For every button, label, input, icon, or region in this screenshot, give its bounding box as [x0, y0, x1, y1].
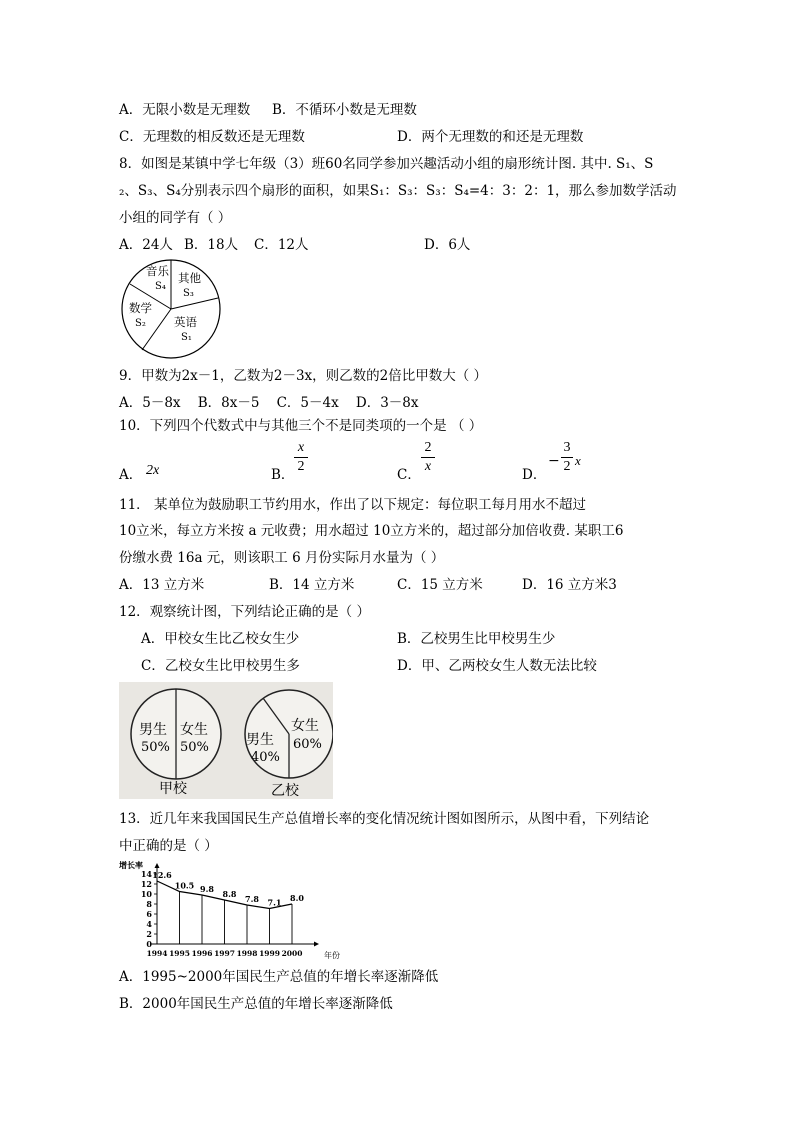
- q13-data-label: 8.8: [222, 889, 237, 899]
- q10-option-d-var: x: [575, 453, 581, 468]
- q13-data-label: 10.5: [174, 880, 195, 891]
- q10-option-d-num: 3: [563, 440, 571, 455]
- q8-pie-chart: [118, 258, 226, 360]
- q8-option-c: C．12人: [254, 237, 309, 253]
- q11-stem-line1: 11． 某单位为鼓励职工节约用水，作出了以下规定：每位职工每月用水不超过: [119, 497, 586, 513]
- q13-line-chart: [117, 858, 367, 960]
- pie-label-music: 音乐: [146, 264, 169, 278]
- pie-label-english: 英语: [174, 315, 197, 329]
- q13-x-tick-label: 1994: [146, 949, 168, 958]
- q13-y-tick-label: 4: [146, 919, 152, 929]
- q11-option-c: C．15 立方米: [397, 577, 483, 593]
- q10-option-b: B．: [271, 467, 295, 483]
- q12-option-b: B．乙校男生比甲校男生少: [397, 631, 556, 647]
- q13-x-tick-label: 1996: [191, 949, 213, 958]
- q10-option-c-den: x: [424, 459, 432, 474]
- q11-option-b: B．14 立方米: [269, 577, 355, 593]
- pie-label-math: 数学: [129, 301, 152, 315]
- q13-data-label: 8.0: [290, 893, 304, 903]
- school1-female-pct: 50%: [180, 740, 209, 755]
- q11-option-d: D．16 立方米3: [522, 577, 617, 593]
- q10-option-c: C．: [397, 467, 421, 483]
- q10-option-d-den: 2: [563, 459, 571, 474]
- q7-option-c: C．无理数的相反数还是无理数: [119, 129, 305, 145]
- q8-option-a: A．24人: [119, 237, 173, 253]
- q10-option-b-num: x: [297, 440, 305, 455]
- pie-label-other-s: S₃: [183, 288, 194, 299]
- q8-stem-line2: ₂、S₃、S₄分别表示四个扇形的面积，如果S₁：S₃：S₃：S₄=4：3：2：1，那么参加数学活动: [119, 183, 677, 199]
- q10-option-b-fraction: [294, 440, 308, 475]
- school2-female-label: 女生: [291, 718, 319, 734]
- q13-x-tick-label: 1997: [214, 949, 235, 958]
- q8-option-b: B．18人: [184, 237, 239, 253]
- q13-y-tick-label: 2: [146, 929, 152, 939]
- q13-stem-line1: 13．近几年来我国国民生产总值增长率的变化情况统计图如图所示，从图中看，下列结论: [119, 811, 650, 827]
- q13-x-tick-label: 1999: [259, 949, 280, 958]
- q10-option-d: D．: [522, 467, 547, 483]
- q13-data-label: 7.1: [267, 897, 282, 908]
- q13-option-a: A．1995~2000年国民生产总值的年增长率逐渐降低: [119, 969, 439, 985]
- q7-option-d: D．两个无理数的和还是无理数: [397, 129, 584, 145]
- q13-x-axis-arrow: [314, 942, 319, 947]
- q8-stem-line3: 小组的同学有（ ）: [119, 210, 232, 226]
- q12-option-d: D．甲、乙两校女生人数无法比较: [397, 658, 597, 674]
- school1-title: 甲校: [159, 781, 187, 797]
- q10-stem: 10．下列四个代数式中与其他三个不是同类项的一个是 （ ）: [119, 418, 483, 434]
- pie-label-other: 其他: [178, 271, 201, 285]
- q12-option-a: A．甲校女生比乙校女生少: [141, 631, 300, 647]
- q11-option-a: A．13 立方米: [119, 577, 205, 593]
- q13-data-label: 12.6: [152, 870, 172, 880]
- q12-stem: 12．观察统计图，下列结论正确的是（ ）: [119, 604, 370, 620]
- q7-option-a: A．无限小数是无理数: [119, 102, 251, 118]
- q13-y-axis-arrow: [155, 863, 160, 868]
- q10-option-b-den: 2: [297, 459, 305, 474]
- school2-title: 乙校: [271, 783, 299, 799]
- q13-data-label: 9.8: [200, 884, 214, 894]
- q13-y-tick-label: 8: [146, 899, 152, 909]
- q13-x-axis-label: 年份: [324, 951, 340, 960]
- q12-pie-charts: [119, 682, 333, 799]
- school2-male-pct: 40%: [251, 750, 280, 765]
- q13-x-tick-label: 2000: [281, 949, 303, 958]
- q13-x-tick-label: 1995: [169, 949, 190, 958]
- school2-female-pct: 60%: [293, 737, 322, 752]
- pie-label-music-s: S₄: [155, 281, 166, 292]
- q13-y-tick-label: 10: [140, 889, 152, 899]
- q11-stem-line3: 份缴水费 16a 元，则该职工 6 月份实际月水量为（ ）: [119, 550, 445, 566]
- q10-option-a-expr: 2x: [146, 463, 160, 478]
- q13-y-tick-label: 14: [140, 869, 152, 879]
- q7-option-b: B．不循环小数是无理数: [272, 102, 417, 118]
- q13-option-b: B．2000年国民生产总值的年增长率逐渐降低: [119, 996, 393, 1012]
- q9-stem: 9．甲数为2x－1，乙数为2－3x，则乙数的2倍比甲数大（ ）: [119, 368, 488, 384]
- q13-y-tick-label: 0: [146, 939, 152, 949]
- q12-option-c: C．乙校女生比甲校男生多: [141, 658, 300, 674]
- q11-stem-line2: 10立米，每立方米按 a 元收费；用水超过 10立方米的，超过部分加倍收费. 某职工6: [119, 523, 624, 539]
- q10-option-d-sign: −: [548, 453, 560, 469]
- q13-y-axis-label: 增长率: [119, 860, 143, 870]
- q13-y-tick-label: 12: [140, 879, 152, 889]
- q13-data-label: 7.8: [245, 894, 259, 904]
- q13-y-tick-label: 6: [146, 909, 152, 919]
- school1-female-label: 女生: [180, 722, 208, 738]
- q13-x-tick-label: 1998: [236, 949, 258, 958]
- pie-label-math-s: S₂: [135, 318, 146, 329]
- q8-stem-line1: 8．如图是某镇中学七年级（3）班60名同学参加兴趣活动小组的扇形统计图. 其中. S₁、S: [119, 156, 654, 172]
- pie-label-english-s: S₁: [181, 332, 192, 343]
- q10-option-c-fraction: [421, 440, 435, 475]
- q10-option-c-num: 2: [424, 440, 432, 455]
- q10-option-a: A．: [119, 467, 143, 483]
- q8-option-d: D．6人: [424, 237, 471, 253]
- q13-stem-line2: 中正确的是（ ）: [119, 838, 218, 854]
- q9-options: A．5－8x B．8x－5 C．5－4x D．3－8x: [119, 395, 419, 411]
- school2-male-label: 男生: [246, 732, 274, 748]
- school1-male-pct: 50%: [141, 740, 170, 755]
- school1-male-label: 男生: [139, 722, 167, 738]
- q10-option-d-fraction: [561, 440, 573, 475]
